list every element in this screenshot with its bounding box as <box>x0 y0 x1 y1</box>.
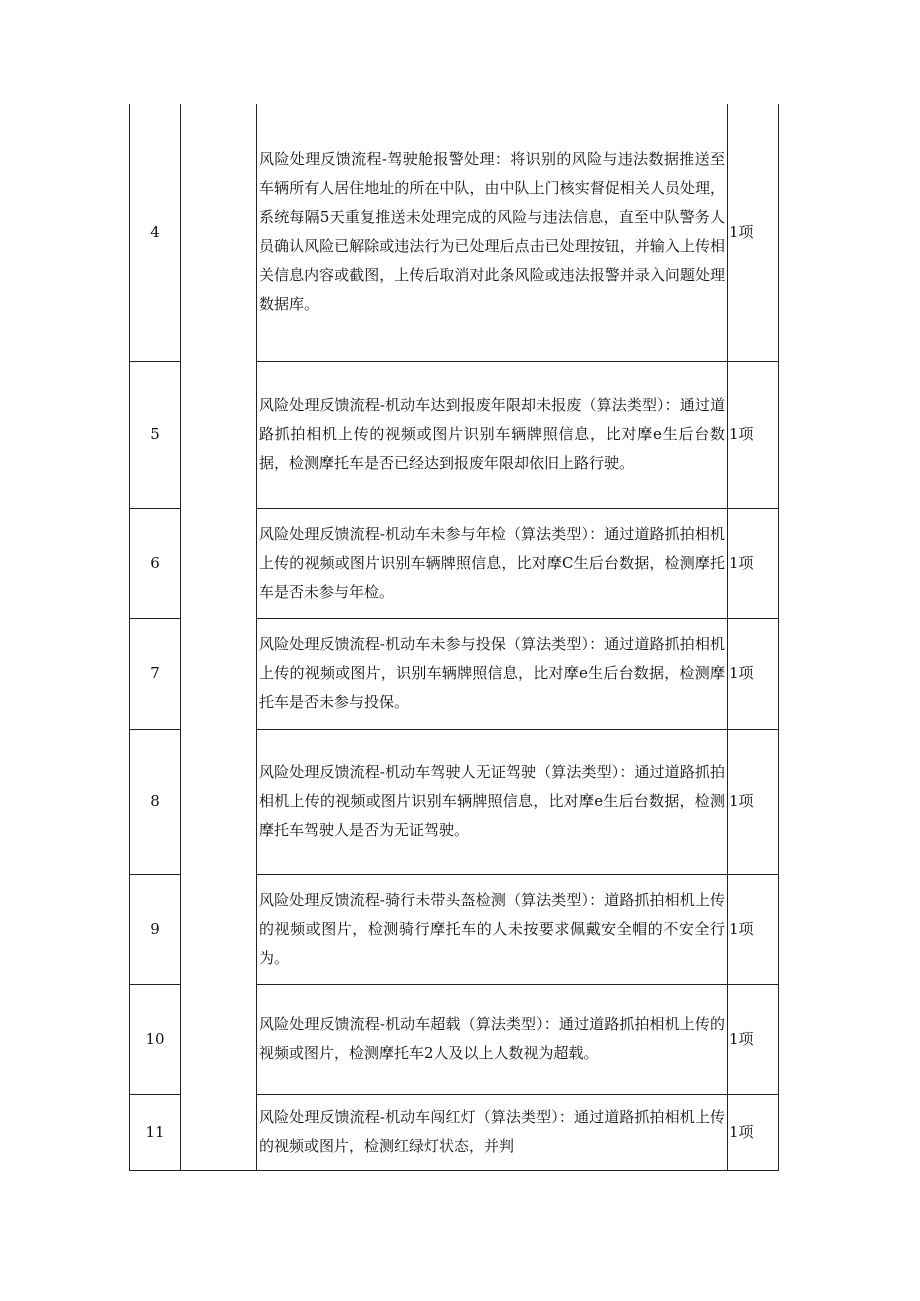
row-quantity: 1项 <box>728 618 779 729</box>
row-number: 9 <box>130 874 181 984</box>
row-description: 风险处理反馈流程-机动车闯红灯（算法类型）：通过道路抓拍相机上传的视频或图片，检测红绿灯状态，并判 <box>257 1094 728 1170</box>
merged-category-cell <box>181 104 257 1170</box>
row-description: 风险处理反馈流程-骑行未带头盔检测（算法类型）：道路抓拍相机上传的视频或图片，检测骑行摩托车的人未按要求佩戴安全帽的不安全行为。 <box>257 874 728 984</box>
row-number: 7 <box>130 618 181 729</box>
row-quantity: 1项 <box>728 729 779 874</box>
row-description: 风险处理反馈流程-机动车驾驶人无证驾驶（算法类型）：通过道路抓拍相机上传的视频或图片识别车辆牌照信息，比对摩e生后台数据，检测摩托车驾驶人是否为无证驾驶。 <box>257 729 728 874</box>
requirements-table <box>129 104 779 1171</box>
row-quantity: 1项 <box>728 874 779 984</box>
row-description: 风险处理反馈流程-驾驶舱报警处理：将识别的风险与违法数据推送至车辆所有人居住地址的所在中队，由中队上门核实督促相关人员处理，系统每隔5天重复推送未处理完成的风险与违法信息，直至中队警务人员确认风险已解除或违法行为已处理后点击已处理按钮，并输入上传相关信息内容或截图，上传后取消对此条风险或违法报警并录入问题处理数据库。 <box>257 104 728 361</box>
row-description: 风险处理反馈流程-机动车达到报废年限却未报废（算法类型）：通过道路抓拍相机上传的视频或图片识别车辆牌照信息，比对摩e生后台数据，检测摩托车是否已经达到报废年限却依旧上路行驶。 <box>257 361 728 508</box>
row-number: 4 <box>130 104 181 361</box>
row-quantity: 1项 <box>728 508 779 618</box>
row-number: 10 <box>130 984 181 1094</box>
row-number: 11 <box>130 1094 181 1170</box>
table-row <box>130 104 779 361</box>
row-quantity: 1项 <box>728 361 779 508</box>
row-number: 8 <box>130 729 181 874</box>
row-number: 5 <box>130 361 181 508</box>
row-number: 6 <box>130 508 181 618</box>
row-description: 风险处理反馈流程-机动车超载（算法类型）：通过道路抓拍相机上传的视频或图片，检测摩托车2人及以上人数视为超载。 <box>257 984 728 1094</box>
row-quantity: 1项 <box>728 104 779 361</box>
row-quantity: 1项 <box>728 984 779 1094</box>
row-description: 风险处理反馈流程-机动车未参与年检（算法类型）：通过道路抓拍相机上传的视频或图片识别车辆牌照信息，比对摩C生后台数据，检测摩托车是否未参与年检。 <box>257 508 728 618</box>
row-quantity: 1项 <box>728 1094 779 1170</box>
row-description: 风险处理反馈流程-机动车未参与投保（算法类型）：通过道路抓拍相机上传的视频或图片，识别车辆牌照信息，比对摩e生后台数据，检测摩托车是否未参与投保。 <box>257 618 728 729</box>
